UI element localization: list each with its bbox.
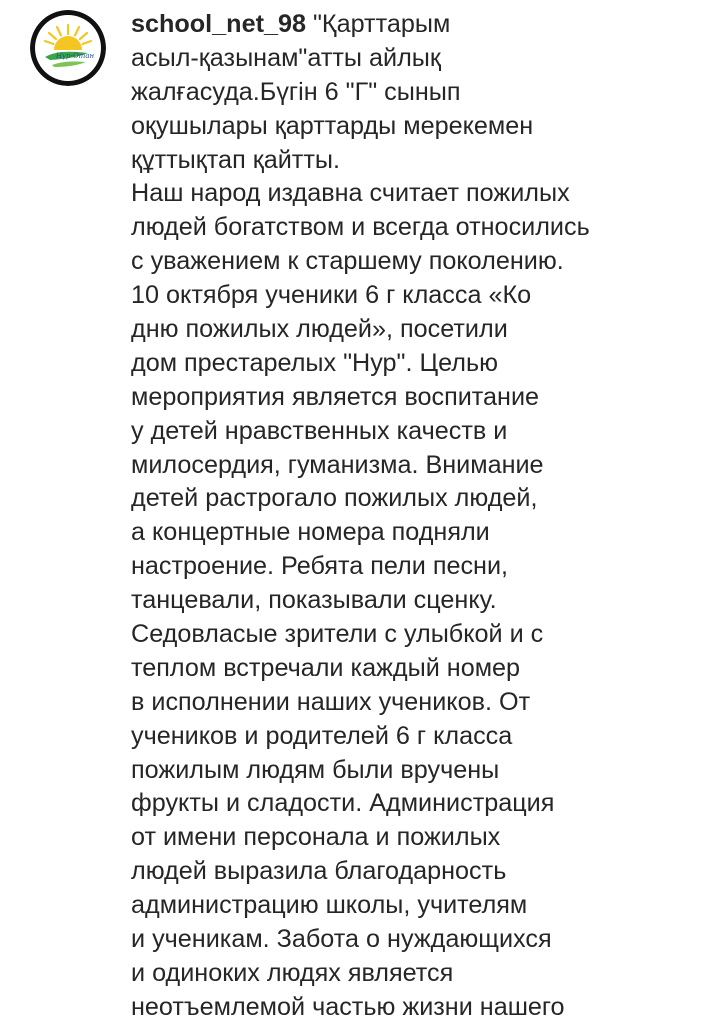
caption-line: от имени персонала и пожилых	[131, 823, 501, 852]
caption-line: оқушылары қарттарды мерекемен	[131, 111, 534, 140]
caption-line: людей богатством и всегда относились	[131, 213, 590, 242]
profile-avatar[interactable]	[30, 10, 106, 86]
caption-line: а концертные номера подняли	[131, 518, 490, 547]
caption-line: Седовласые зрители с улыбкой и с	[131, 620, 544, 649]
caption-line: милосердия, гуманизма. Внимание	[131, 450, 544, 479]
caption-line: теплом встречали каждый номер	[131, 653, 521, 682]
caption-line	[131, 8, 711, 42]
caption-line: дню пожилых людей», посетили	[131, 315, 508, 344]
caption-line: у детей нравственных качеств и	[131, 416, 508, 445]
caption-line: танцевали, показывали сценку.	[131, 586, 497, 615]
caption-line: асыл-қазынам"атты айлық	[131, 43, 441, 72]
caption-line: дом престарелых "Нур". Целью	[131, 348, 499, 377]
caption-line: пожилым людям были вручены	[131, 755, 500, 784]
caption-line: 10 октября ученики 6 г класса «Ко	[131, 281, 532, 310]
caption-line: настроение. Ребята пели песни,	[131, 552, 509, 581]
caption-line: людей выразила благодарность	[131, 857, 507, 886]
caption-line: неотъемлемой частью жизни нашего	[131, 992, 565, 1021]
school-logo-icon	[30, 10, 106, 86]
caption-line: и ученикам. Забота о нуждающихся	[131, 925, 552, 954]
caption-line: в исполнении наших учеников. От	[131, 687, 531, 716]
caption-line: фрукты и сладости. Администрация	[131, 789, 555, 818]
svg-text:Нұр-Отан: Нұр-Отан	[56, 52, 95, 60]
caption-line: құттықтап қайтты.	[131, 145, 340, 174]
username-link[interactable]: school_net_98	[131, 10, 306, 38]
caption-line: мероприятия является воспитание	[131, 382, 540, 411]
caption-line: детей растрогало пожилых людей,	[131, 484, 538, 513]
caption-line: и одиноких людях является	[131, 958, 454, 987]
caption-line: жалғасуда.Бүгін 6 "Г" сынып	[131, 77, 461, 106]
post-caption	[131, 8, 711, 1025]
caption-text: "Қарттарым	[312, 10, 451, 38]
caption-line: с уважением к старшему поколению.	[131, 247, 564, 276]
caption-line: Наш народ издавна считает пожилых	[131, 179, 570, 208]
caption-line: администрацию школы, учителям	[131, 891, 528, 920]
caption-line: учеников и родителей 6 г класса	[131, 721, 513, 750]
